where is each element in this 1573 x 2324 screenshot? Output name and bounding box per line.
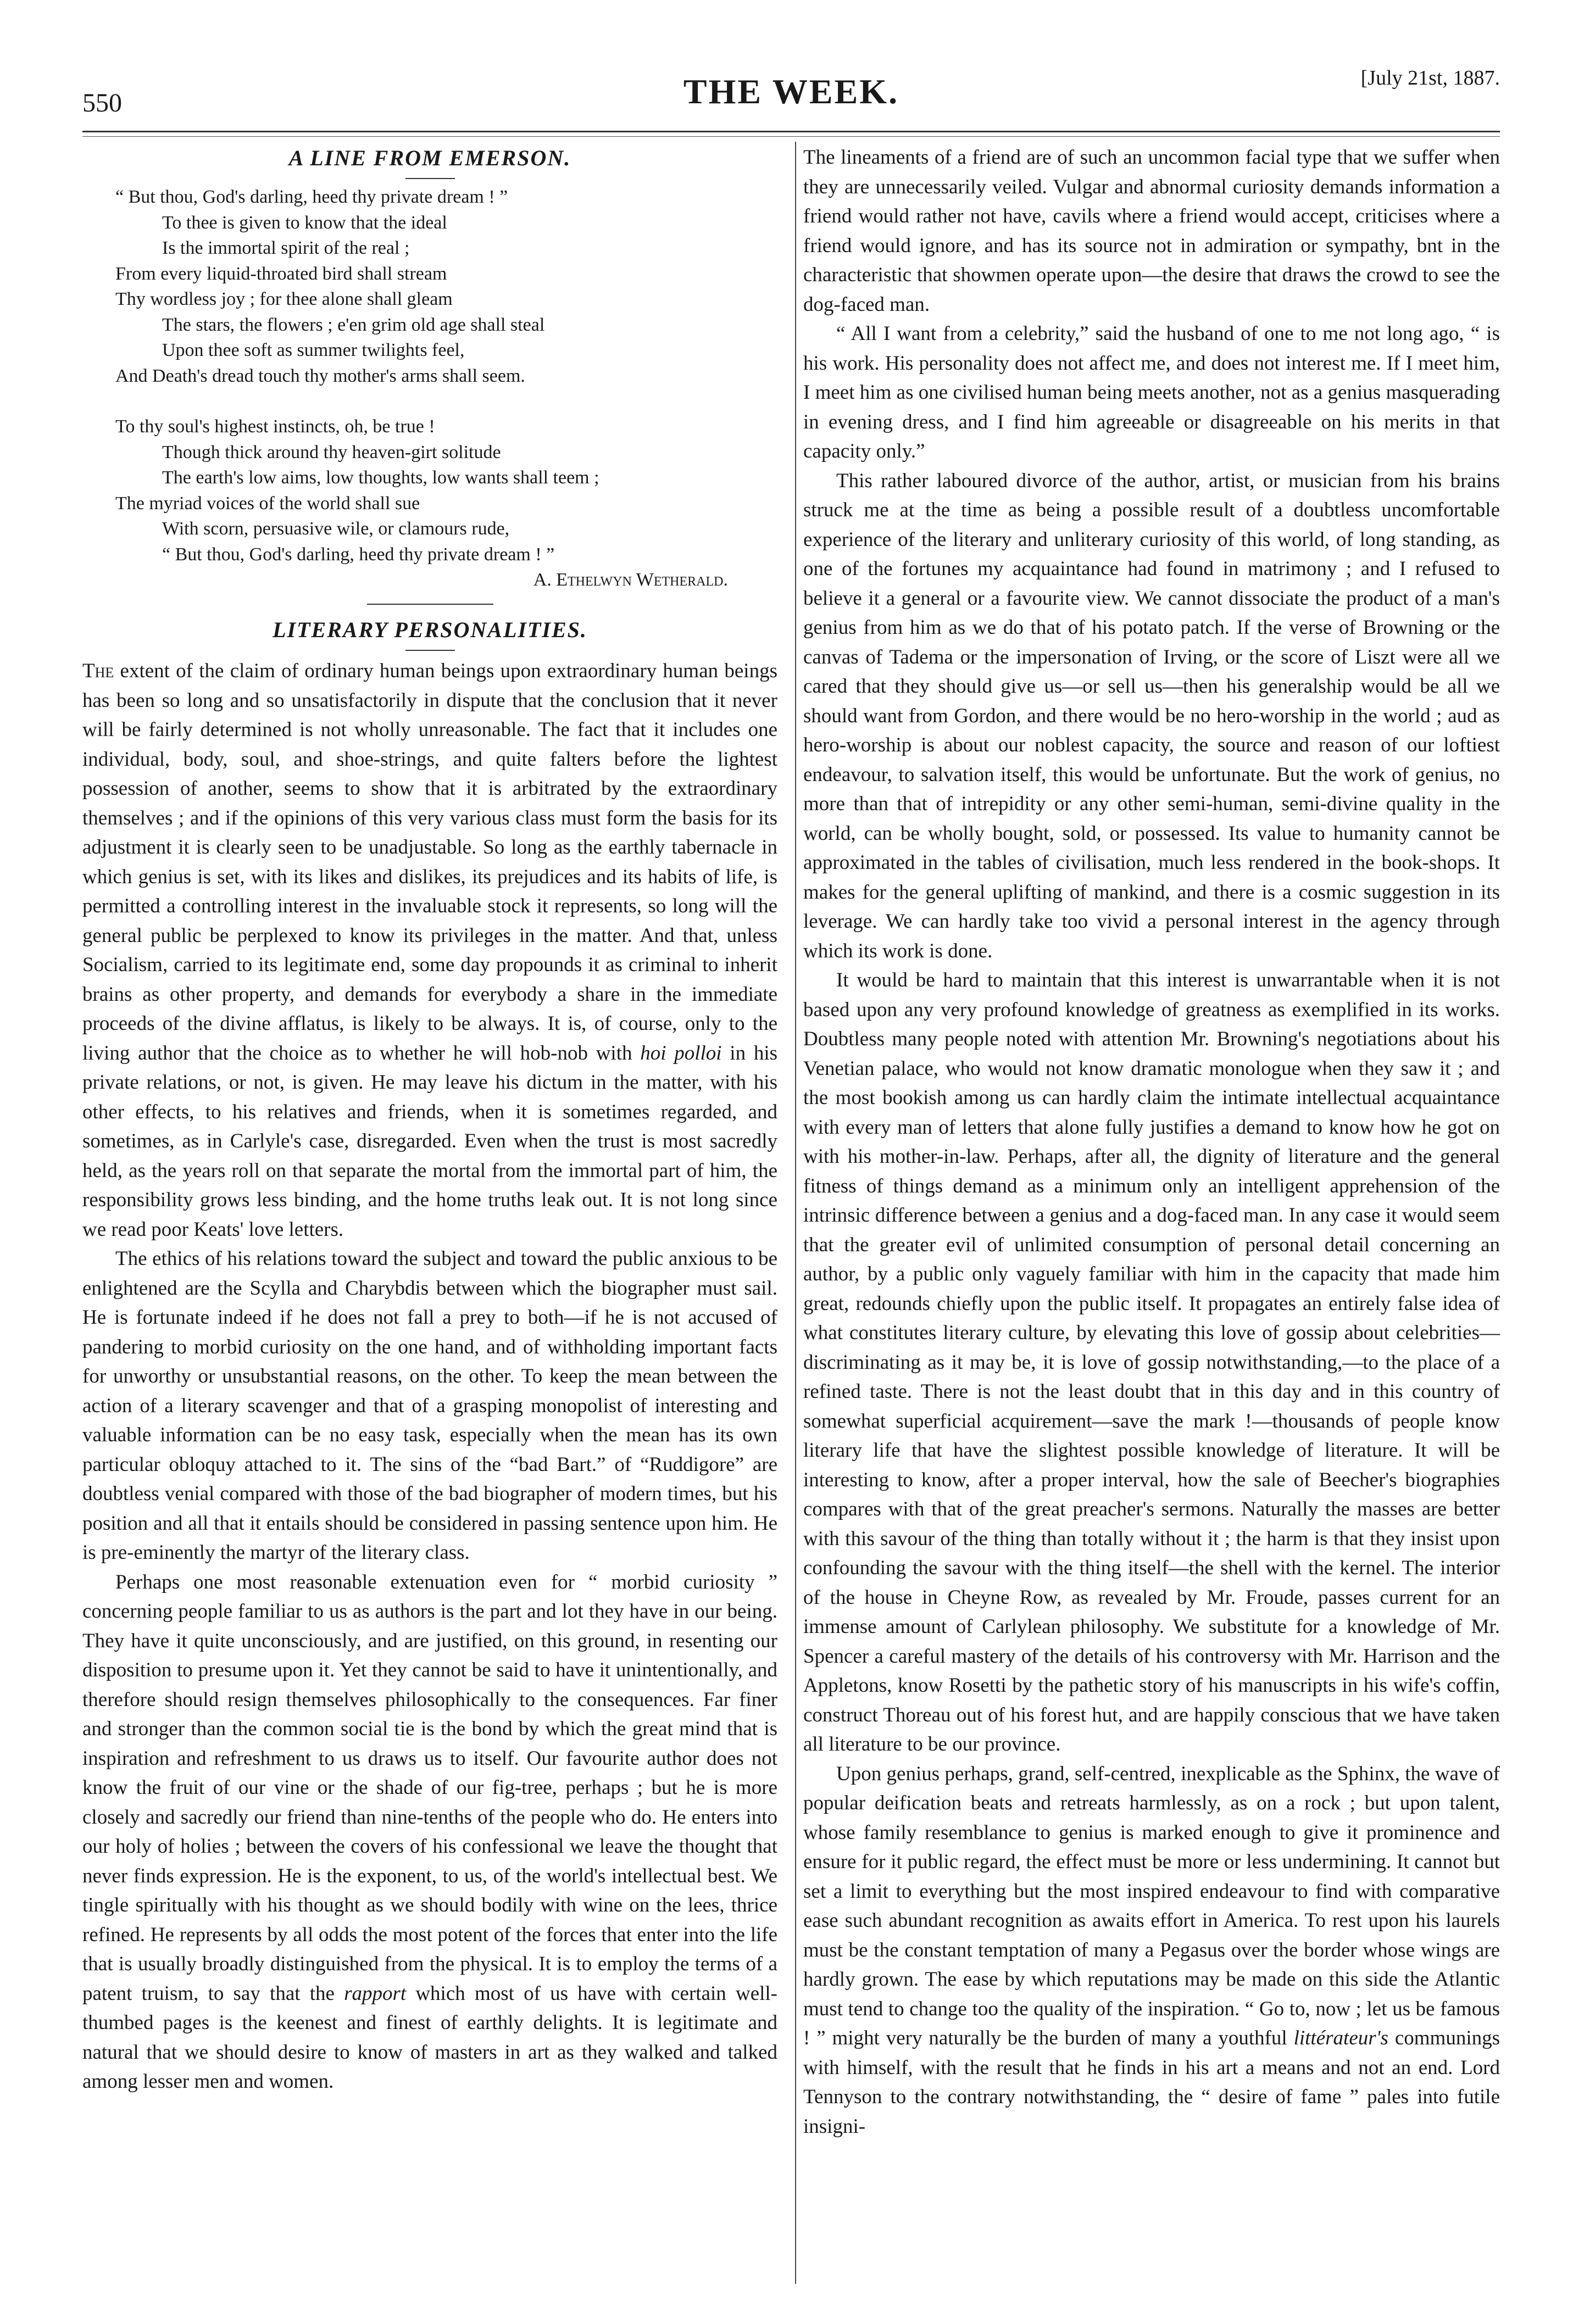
page-number: 550 xyxy=(82,88,122,118)
poem-line: To thee is given to know that the ideal xyxy=(162,212,447,233)
masthead: THE WEEK. xyxy=(683,72,899,111)
article-paragraph: Upon genius perhaps, grand, self-centred, inexplicable as the Sphinx, the wave of popular deification beats and retreats harmlessly, as on a rock ; but upon talent, whose family resemblance to genius is marked enough to give it prominence and ensure for it public regard, the effect must be more or less undermining. It cannot but set a limit to everything but the most inspired endeavour to find with comparative ease such abundant recognition as awaits effort in America. To rest upon his laurels must be the constant temptation of many a Pegasus over the border whose wings are hardly grown. The ease by which reputations may be made on this side the Atlantic must tend to change too the quality of the inspiration. “ Go to, now ; let us be famous ! ” might very naturally be the burden of many a youthful littérateur's communings with himself, with the result that he finds in his art a means and not an end. Lord Tennyson to the contrary notwithstanding, the “ desire of fame ” pales into futile insigni- xyxy=(803,1762,1500,2138)
article-paragraph: Perhaps one most reasonable extenuation even for “ morbid curiosity ” concerning people familiar to us as authors is the part and lot they have in our being. They have it quite unconsciously, and are justified, on this ground, in resenting our disposition to presume upon it. Yet they cannot be said to have it unintentionally, and therefore should resign themselves philosophically to the consequences. Far finer and stronger than the common social tie is the bond by which the great mind that is inspiration and refreshment to us draws us to itself. Our favourite author does not know the fruit of our vine or the shade of our fig-tree, perhaps ; but he is more closely and sacredly our friend than nine-tenths of the people who do. He enters into our holy of holies ; between the covers of his confessional we leave the thought that never finds expression. He is the exponent, to us, of the world's intellectual best. We tingle spiritually with his thought as we should bodily with wine on the lees, thrice refined. He represents by all odds the most potent of the forces that enter into the life that is usually broadly distinguished from the physical. It is to employ the terms of a patent truism, to say that the rapport which most of us have with certain well-thumbed pages is the keenest and finest of earthly delights. It is legitimate and natural that we should desire to know of masters in art as they walked and talked among lesser men and women. xyxy=(82,1570,777,2093)
poem-title: A LINE FROM EMERSON. xyxy=(288,146,571,170)
right-column xyxy=(803,143,1500,2141)
drop-lead: The xyxy=(82,660,114,682)
poem-line: Upon thee soft as summer twilights feel, xyxy=(162,340,465,360)
article-paragraph: It would be hard to maintain that this interest is unwarrantable when it is not based upon any very profound knowledge of greatness as exemplified in its works. Doubtless many people noted with attention Mr. Browning's negotiations about his Venetian palace, who would not know dramatic monologue when they saw it ; and the most bookish among us can hardly claim the intimate intellectual acquaintance with every man of letters that alone fully justifies a demand to know how he got on with his mother-in-law. Perhaps, after all, the dignity of literature and the general fitness of things demand as a minimum only an intelligent apprehension of the intrinsic difference between a genius and a dog-faced man. In any case it would seem that the greater evil of unlimited consumption of personal detail concerning an author, by a public only vaguely familiar with him in the capacity that made him great, redounds chiefly upon the public itself. It propagates an entirely false idea of what constitutes literary culture, by elevating this love of gossip about celebrities—discriminating as it may be, it is love of gossip notwithstanding,—to the place of a refined taste. There is not the least doubt that in this day and in this country of somewhat superficial acquirement—save the mark !—thousands of people know literary life that have the slightest possible knowledge of literature. It will be interesting to know, after a proper interval, how the sale of Beecher's biographies compares with that of the great preacher's sermons. Naturally the masses are better with this savour of the thing than totally without it ; the harm is that they insist upon confounding the savour with the thing itself—the shell with the kernel. The interior of the house in Cheyne Row, as revealed by Mr. Froude, passes current for an immense amount of Carlylean philosophy. We substitute for a knowledge of Mr. Spencer a careful mastery of the details of his controversy with Mr. Harrison and the Appletons, know Rosetti by the pathetic story of his manuscripts in his wife's coffin, construct Thoreau out of his forest hut, and are happily conscious that we have taken all literature to be our province. xyxy=(803,969,1500,1755)
article-paragraph: The extent of the claim of ordinary human beings upon extraordinary human beings has been so long and so unsatisfactorily in dispute that the conclusion that it never will be fairly determined is not wholly unreasonable. The fact that it includes one individual, body, soul, and shoe-strings, and quite falters before the lightest possession of another, seems to show that it is arbitrated by the extraordinary themselves ; and if the opinions of this very various class must form the basis for its adjustment it is clearly seen to be unadjustable. So long as the earthly tabernacle in which genius is set, with its likes and dislikes, its prejudices and its habits of life, is permitted a controlling interest in the invaluable stock it represents, so long will the general public be perplexed to know its privileges in the matter. And that, unless Socialism, carried to its legitimate end, some day propounds it as criminal to inherit brains as other property, and demands for everybody a share in the immediate proceeds of the divine afflatus, is likely to be always. It is, of course, only to the living author that the choice as to whether he will hob-nob with hoi polloi in his private relations, or not, is given. He may leave his dictum in the matter, with his other effects, to his relatives and friends, when it is sometimes regarded, and sometimes, as in Carlyle's case, disregarded. Even when the trust is most sacredly held, as the years roll on that separate the mortal from the immortal part of him, the responsibility grows less binding, and the home truths leak out. It is not long since we read poor Keats' love letters. xyxy=(82,660,777,1241)
header-rule xyxy=(82,131,1500,132)
title-rule xyxy=(405,178,455,179)
poem-line: “ But thou, God's darling, heed thy private dream ! ” xyxy=(115,187,508,207)
article-paragraph: “ All I want from a celebrity,” said the husband of one to me not long ago, “ is his work. His personality does not affect me, and does not interest me. If I meet him, I meet him as one civilised human being meets another, not as a genius masquerading in evening dress, and I find him agreeable or disagreeable on his merits in that capacity only.” xyxy=(803,322,1500,462)
left-column xyxy=(82,143,777,2097)
poem-line: Thy wordless joy ; for thee alone shall gleam xyxy=(115,289,453,309)
article-paragraph: The lineaments of a friend are of such an uncommon facial type that we suffer when they are unnecessarily veiled. Vulgar and abnormal curiosity demands information a friend would rather not have, cavils where a friend would accept, criticises where a friend would ignore, and has its source not in admiration or sympathy, bnt in the characteristic that showmen operate upon—the desire that draws the crowd to see the dog-faced man. xyxy=(803,146,1500,316)
article-paragraph: This rather laboured divorce of the author, artist, or musician from his brains struck me at the time as being a possible result of a doubtless uncomfortable experience of the literary and unliterary curiosity of this world, of long standing, as one of the fortunes my acquaintance had found in matrimony ; and I refused to believe it a general or a favourite view. We cannot dissociate the product of a man's genius from him as we do that of his potato patch. If the verse of Browning or the canvas of Tadema or the impersonation of Irving, or the score of Liszt were all we cared that they should give us—or sell us—then his generalship would be all we should want from Gordon, and there would be no hero-worship in the world ; aud as hero-worship is about our noblest capacity, the source and reason of our loftiest endeavour, to salvation itself, this would be unfortunate. But the work of genius, no more than that of intrepidity or any other semi-human, semi-divine quality in the world, can be wholly bought, sold, or possessed. Its value to humanity cannot be approximated in the tables of civilisation, much less rendered in the book-shops. It makes for the general uplifting of mankind, and there is a cosmic suggestion in its leverage. We can hardly take too vivid a personal interest in the agency through which its work is done. xyxy=(803,469,1500,962)
poem-line: The earth's low aims, low thoughts, low wants shall teem ; xyxy=(162,467,599,488)
poem xyxy=(82,185,777,593)
poem-line: With scorn, persuasive wile, or clamours rude, xyxy=(162,519,510,539)
page-header xyxy=(82,66,1500,121)
poem-line: And Death's dread touch thy mother's arms shall seem. xyxy=(115,365,525,386)
poem-author: A. Ethelwyn Wetherald. xyxy=(533,570,728,590)
article-title: LITERARY PERSONALITIES. xyxy=(273,617,587,642)
poem-line: To thy soul's highest instincts, oh, be true ! xyxy=(115,416,435,437)
section-rule xyxy=(367,604,493,605)
poem-line: “ But thou, God's darling, heed thy private dream ! ” xyxy=(162,544,555,565)
column-divider xyxy=(795,142,796,2284)
poem-line: The stars, the flowers ; e'en grim old age shall steal xyxy=(162,314,545,335)
title-rule xyxy=(405,650,455,651)
poem-line: From every liquid-throated bird shall stream xyxy=(115,263,447,284)
article-paragraph: The ethics of his relations toward the subject and toward the public anxious to be enlightened are the Scylla and Charybdis between which the biographer must sail. He is fortunate indeed if he does not fall a prey to both—if he is not accused of pandering to morbid curiosity on the one hand, and of withholding important facts for unworthy or unsubstantial reasons, on the other. To keep the mean between the action of a literary scavenger and that of a grasping monopolist of interesting and valuable information can be no easy task, especially when the mean has its own particular obloquy attached to it. The sins of the “bad Bart.” of “Ruddigore” are doubtless venial compared with those of the bad biographer of modern times, but his position and all that it entails should be considered in passing sentence upon him. He is pre-eminently the martyr of the literary class. xyxy=(82,1247,777,1564)
poem-line: The myriad voices of the world shall sue xyxy=(115,493,420,514)
header-rule-thin xyxy=(82,136,1500,137)
poem-line: Though thick around thy heaven-girt solitude xyxy=(162,442,501,462)
issue-date: [July 21st, 1887. xyxy=(1360,66,1500,90)
poem-line: Is the immortal spirit of the real ; xyxy=(162,238,410,258)
